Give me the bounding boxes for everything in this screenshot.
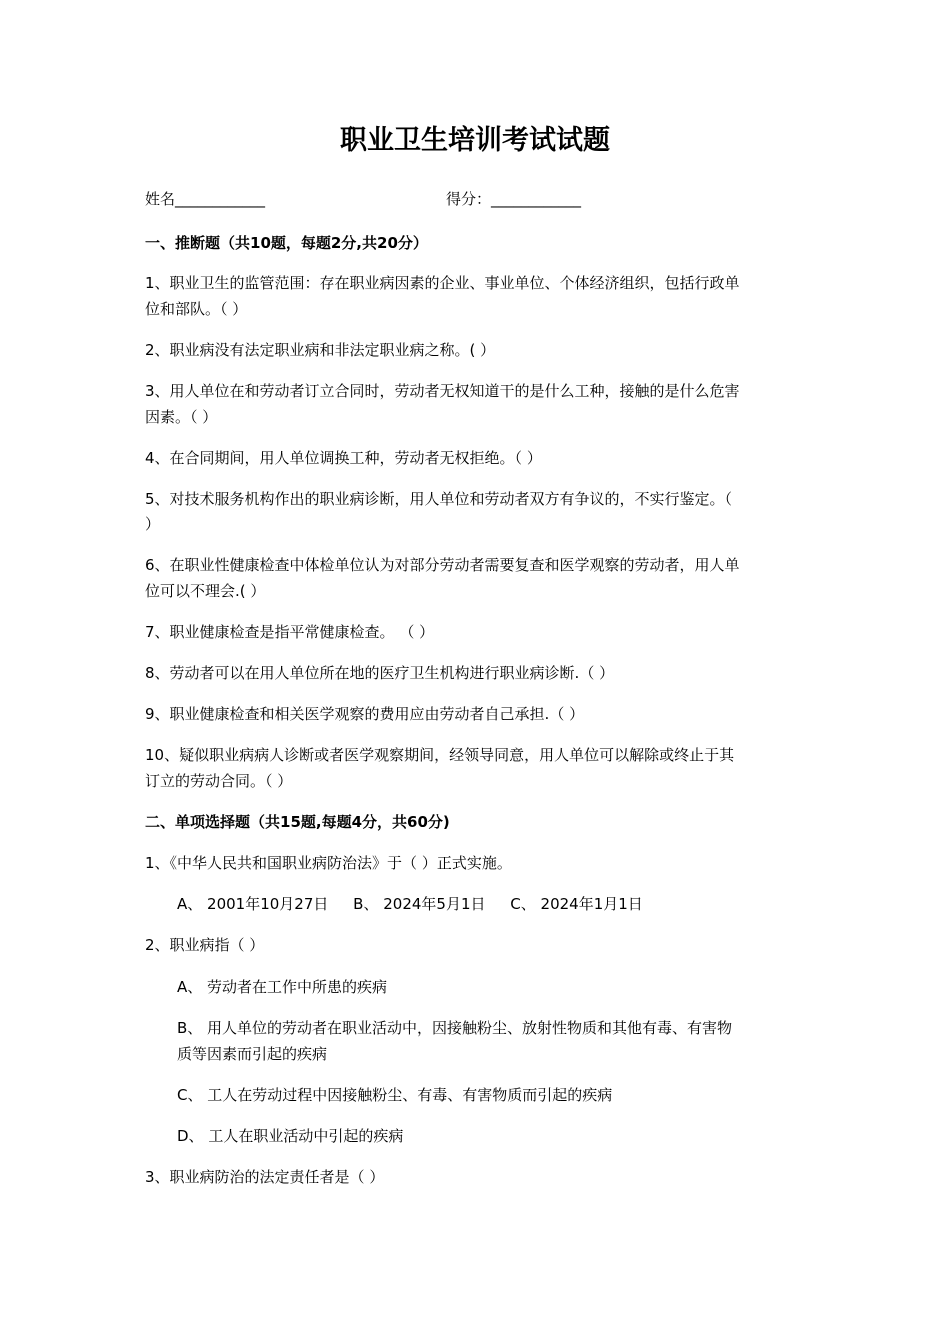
s1-question-1-line1: 1、职业卫生的监管范围：存在职业病因素的企业、事业单位、个体经济组织，包括行政单 bbox=[145, 274, 740, 292]
s2-q1-option-b: B、 2024年5月1日 bbox=[353, 895, 486, 913]
s2-q2-option-d: D、 工人在职业活动中引起的疾病 bbox=[177, 1127, 404, 1145]
section1-heading: 一、推断题（共10题，每题2分,共20分） bbox=[145, 234, 428, 252]
s1-question-7: 7、职业健康检查是指平常健康检查。 （ ） bbox=[145, 623, 435, 641]
s1-question-8: 8、劳动者可以在用人单位所在地的医疗卫生机构进行职业病诊断.（ ） bbox=[145, 664, 615, 682]
s1-question-3-line1: 3、用人单位在和劳动者订立合同时，劳动者无权知道干的是什么工种，接触的是什么危害 bbox=[145, 382, 740, 400]
s1-question-1-line2: 位和部队。（ ） bbox=[145, 300, 248, 318]
s1-question-10-line2: 订立的劳动合同。（ ） bbox=[145, 772, 293, 790]
s2-question-1: 1、《中华人民共和国职业病防治法》于（ ）正式实施。 bbox=[145, 854, 512, 872]
s2-q2-option-b-line2: 质等因素而引起的疾病 bbox=[177, 1045, 328, 1063]
s2-question-1-options bbox=[177, 891, 810, 917]
s1-question-6-line2: 位可以不理会.( ） bbox=[145, 582, 266, 600]
s1-question-9: 9、职业健康检查和相关医学观察的费用应由劳动者自己承担.（ ） bbox=[145, 705, 585, 723]
s2-question-3: 3、职业病防治的法定责任者是（ ） bbox=[145, 1168, 385, 1186]
s2-q1-option-a: A、 2001年10月27日 bbox=[177, 895, 329, 913]
score-field-label: 得分：____________ bbox=[446, 190, 582, 208]
s2-q2-option-a: A、 劳动者在工作中所患的疾病 bbox=[177, 978, 388, 996]
s2-q2-option-c: C、 工人在劳动过程中因接触粉尘、有毒、有害物质而引起的疾病 bbox=[177, 1086, 613, 1104]
s1-question-4: 4、在合同期间，用人单位调换工种，劳动者无权拒绝。（ ） bbox=[145, 449, 542, 467]
s1-question-6-line1: 6、在职业性健康检查中体检单位认为对部分劳动者需要复查和医学观察的劳动者，用人单 bbox=[145, 556, 740, 574]
s2-q2-option-b-line1: B、 用人单位的劳动者在职业活动中，因接触粉尘、放射性物质和其他有毒、有害物 bbox=[177, 1019, 733, 1037]
s1-question-5-line1: 5、对技术服务机构作出的职业病诊断，用人单位和劳动者双方有争议的，不实行鉴定。（ bbox=[145, 490, 733, 508]
s1-question-3-line2: 因素。（ ） bbox=[145, 408, 218, 426]
s2-question-2: 2、职业病指（ ） bbox=[145, 936, 265, 954]
document-title: 职业卫生培训考试试题 bbox=[340, 125, 610, 156]
s1-question-2: 2、职业病没有法定职业病和非法定职业病之称。( ） bbox=[145, 341, 496, 359]
s2-q1-option-c: C、 2024年1月1日 bbox=[510, 895, 643, 913]
name-field-label: 姓名____________ bbox=[145, 190, 266, 208]
section2-heading: 二、单项选择题（共15题,每题4分，共60分) bbox=[145, 813, 450, 831]
s1-question-10-line1: 10、疑似职业病病人诊断或者医学观察期间，经领导同意，用人单位可以解除或终止于其 bbox=[145, 746, 735, 764]
s1-question-5-line2: ） bbox=[145, 515, 161, 533]
